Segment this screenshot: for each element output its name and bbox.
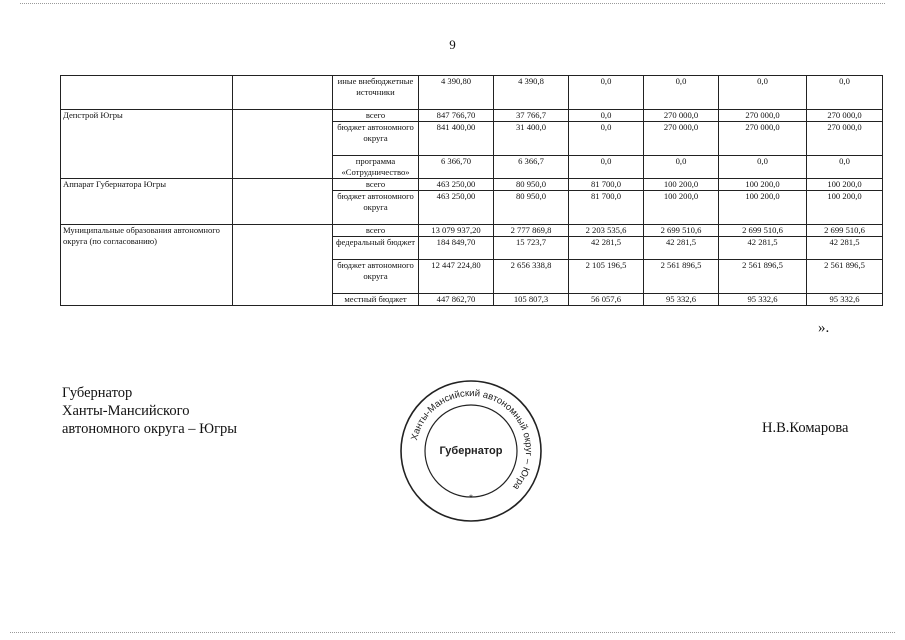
table-row: [61, 110, 883, 122]
amount-cell: 0,0: [569, 110, 644, 122]
funding-source-cell: бюджет автономного округа: [333, 122, 419, 156]
signer-title-line: Ханты-Мансийского: [62, 403, 190, 419]
blank-cell: [233, 76, 333, 110]
amount-cell: 31 400,0: [494, 122, 569, 156]
amount-cell: 463 250,00: [419, 191, 494, 225]
amount-cell: 270 000,0: [719, 122, 807, 156]
amount-cell: 2 656 338,8: [494, 260, 569, 294]
scan-edge-bottom: [10, 632, 895, 633]
amount-cell: 15 723,7: [494, 237, 569, 260]
amount-cell: 95 332,6: [644, 294, 719, 306]
amount-cell: 0,0: [644, 76, 719, 110]
amount-cell: 4 390,8: [494, 76, 569, 110]
amount-cell: 42 281,5: [807, 237, 883, 260]
amount-cell: 100 200,0: [719, 179, 807, 191]
signer-title: [62, 384, 237, 438]
stamp-star-icon: *: [469, 493, 473, 502]
funding-source-cell: программа «Сотрудничество»: [333, 156, 419, 179]
stamp-ring-text: Ханты-Мансийский автономный округ – Югра: [409, 387, 535, 492]
amount-cell: 270 000,0: [719, 110, 807, 122]
amount-cell: 2 561 896,5: [644, 260, 719, 294]
funding-source-cell: иные внебюджетные источники: [333, 76, 419, 110]
amount-cell: 42 281,5: [644, 237, 719, 260]
amount-cell: 2 105 196,5: [569, 260, 644, 294]
amount-cell: 0,0: [807, 156, 883, 179]
budget-table-body: [61, 76, 883, 306]
signer-title-line: автономного округа – Югры: [62, 421, 238, 437]
owner-cell: Аппарат Губернатора Югры: [61, 179, 233, 225]
closing-quote-mark: ».: [818, 320, 830, 336]
owner-cell: [61, 76, 233, 110]
amount-cell: 2 699 510,6: [807, 225, 883, 237]
table-row: [61, 179, 883, 191]
table-row: [61, 225, 883, 237]
amount-cell: 95 332,6: [719, 294, 807, 306]
amount-cell: 100 200,0: [807, 191, 883, 225]
amount-cell: 80 950,0: [494, 191, 569, 225]
amount-cell: 100 200,0: [719, 191, 807, 225]
scan-edge-top: [20, 3, 885, 4]
amount-cell: 100 200,0: [644, 191, 719, 225]
amount-cell: 6 366,70: [419, 156, 494, 179]
stamp-center-text: Губернатор: [439, 445, 503, 457]
amount-cell: 100 200,0: [644, 179, 719, 191]
owner-cell: Муниципальные образования автономного округа (по согласованию): [61, 225, 233, 306]
amount-cell: 2 699 510,6: [719, 225, 807, 237]
amount-cell: 95 332,6: [807, 294, 883, 306]
blank-cell: [233, 225, 333, 306]
amount-cell: 184 849,70: [419, 237, 494, 260]
amount-cell: 0,0: [569, 122, 644, 156]
amount-cell: 0,0: [807, 76, 883, 110]
amount-cell: 37 766,7: [494, 110, 569, 122]
amount-cell: 0,0: [644, 156, 719, 179]
amount-cell: 12 447 224,80: [419, 260, 494, 294]
page-number: 9: [449, 37, 456, 52]
amount-cell: 270 000,0: [644, 110, 719, 122]
amount-cell: 105 807,3: [494, 294, 569, 306]
amount-cell: 56 057,6: [569, 294, 644, 306]
amount-cell: 2 561 896,5: [807, 260, 883, 294]
amount-cell: 42 281,5: [719, 237, 807, 260]
amount-cell: 0,0: [569, 76, 644, 110]
amount-cell: 2 561 896,5: [719, 260, 807, 294]
amount-cell: 2 699 510,6: [644, 225, 719, 237]
signer-name: Н.В.Комарова: [762, 420, 849, 436]
amount-cell: 81 700,0: [569, 179, 644, 191]
amount-cell: 0,0: [569, 156, 644, 179]
amount-cell: 2 203 535,6: [569, 225, 644, 237]
funding-source-cell: федеральный бюджет: [333, 237, 419, 260]
funding-source-cell: всего: [333, 110, 419, 122]
blank-cell: [233, 110, 333, 179]
amount-cell: 0,0: [719, 76, 807, 110]
amount-cell: 42 281,5: [569, 237, 644, 260]
official-stamp: [398, 378, 544, 524]
amount-cell: 2 777 869,8: [494, 225, 569, 237]
blank-cell: [233, 179, 333, 225]
funding-source-cell: всего: [333, 179, 419, 191]
amount-cell: 100 200,0: [807, 179, 883, 191]
amount-cell: 270 000,0: [807, 122, 883, 156]
table-row: [61, 76, 883, 110]
amount-cell: 841 400,00: [419, 122, 494, 156]
amount-cell: 0,0: [719, 156, 807, 179]
signer-title-line: Губернатор: [62, 385, 133, 401]
amount-cell: 80 950,0: [494, 179, 569, 191]
amount-cell: 270 000,0: [644, 122, 719, 156]
funding-source-cell: бюджет автономного округа: [333, 191, 419, 225]
amount-cell: 13 079 937,20: [419, 225, 494, 237]
amount-cell: 4 390,80: [419, 76, 494, 110]
amount-cell: 81 700,0: [569, 191, 644, 225]
funding-source-cell: всего: [333, 225, 419, 237]
funding-source-cell: бюджет автономного округа: [333, 260, 419, 294]
budget-table: [60, 75, 883, 306]
amount-cell: 447 862,70: [419, 294, 494, 306]
amount-cell: 463 250,00: [419, 179, 494, 191]
funding-source-cell: местный бюджет: [333, 294, 419, 306]
amount-cell: 270 000,0: [807, 110, 883, 122]
amount-cell: 6 366,7: [494, 156, 569, 179]
owner-cell: Депстрой Югры: [61, 110, 233, 179]
amount-cell: 847 766,70: [419, 110, 494, 122]
